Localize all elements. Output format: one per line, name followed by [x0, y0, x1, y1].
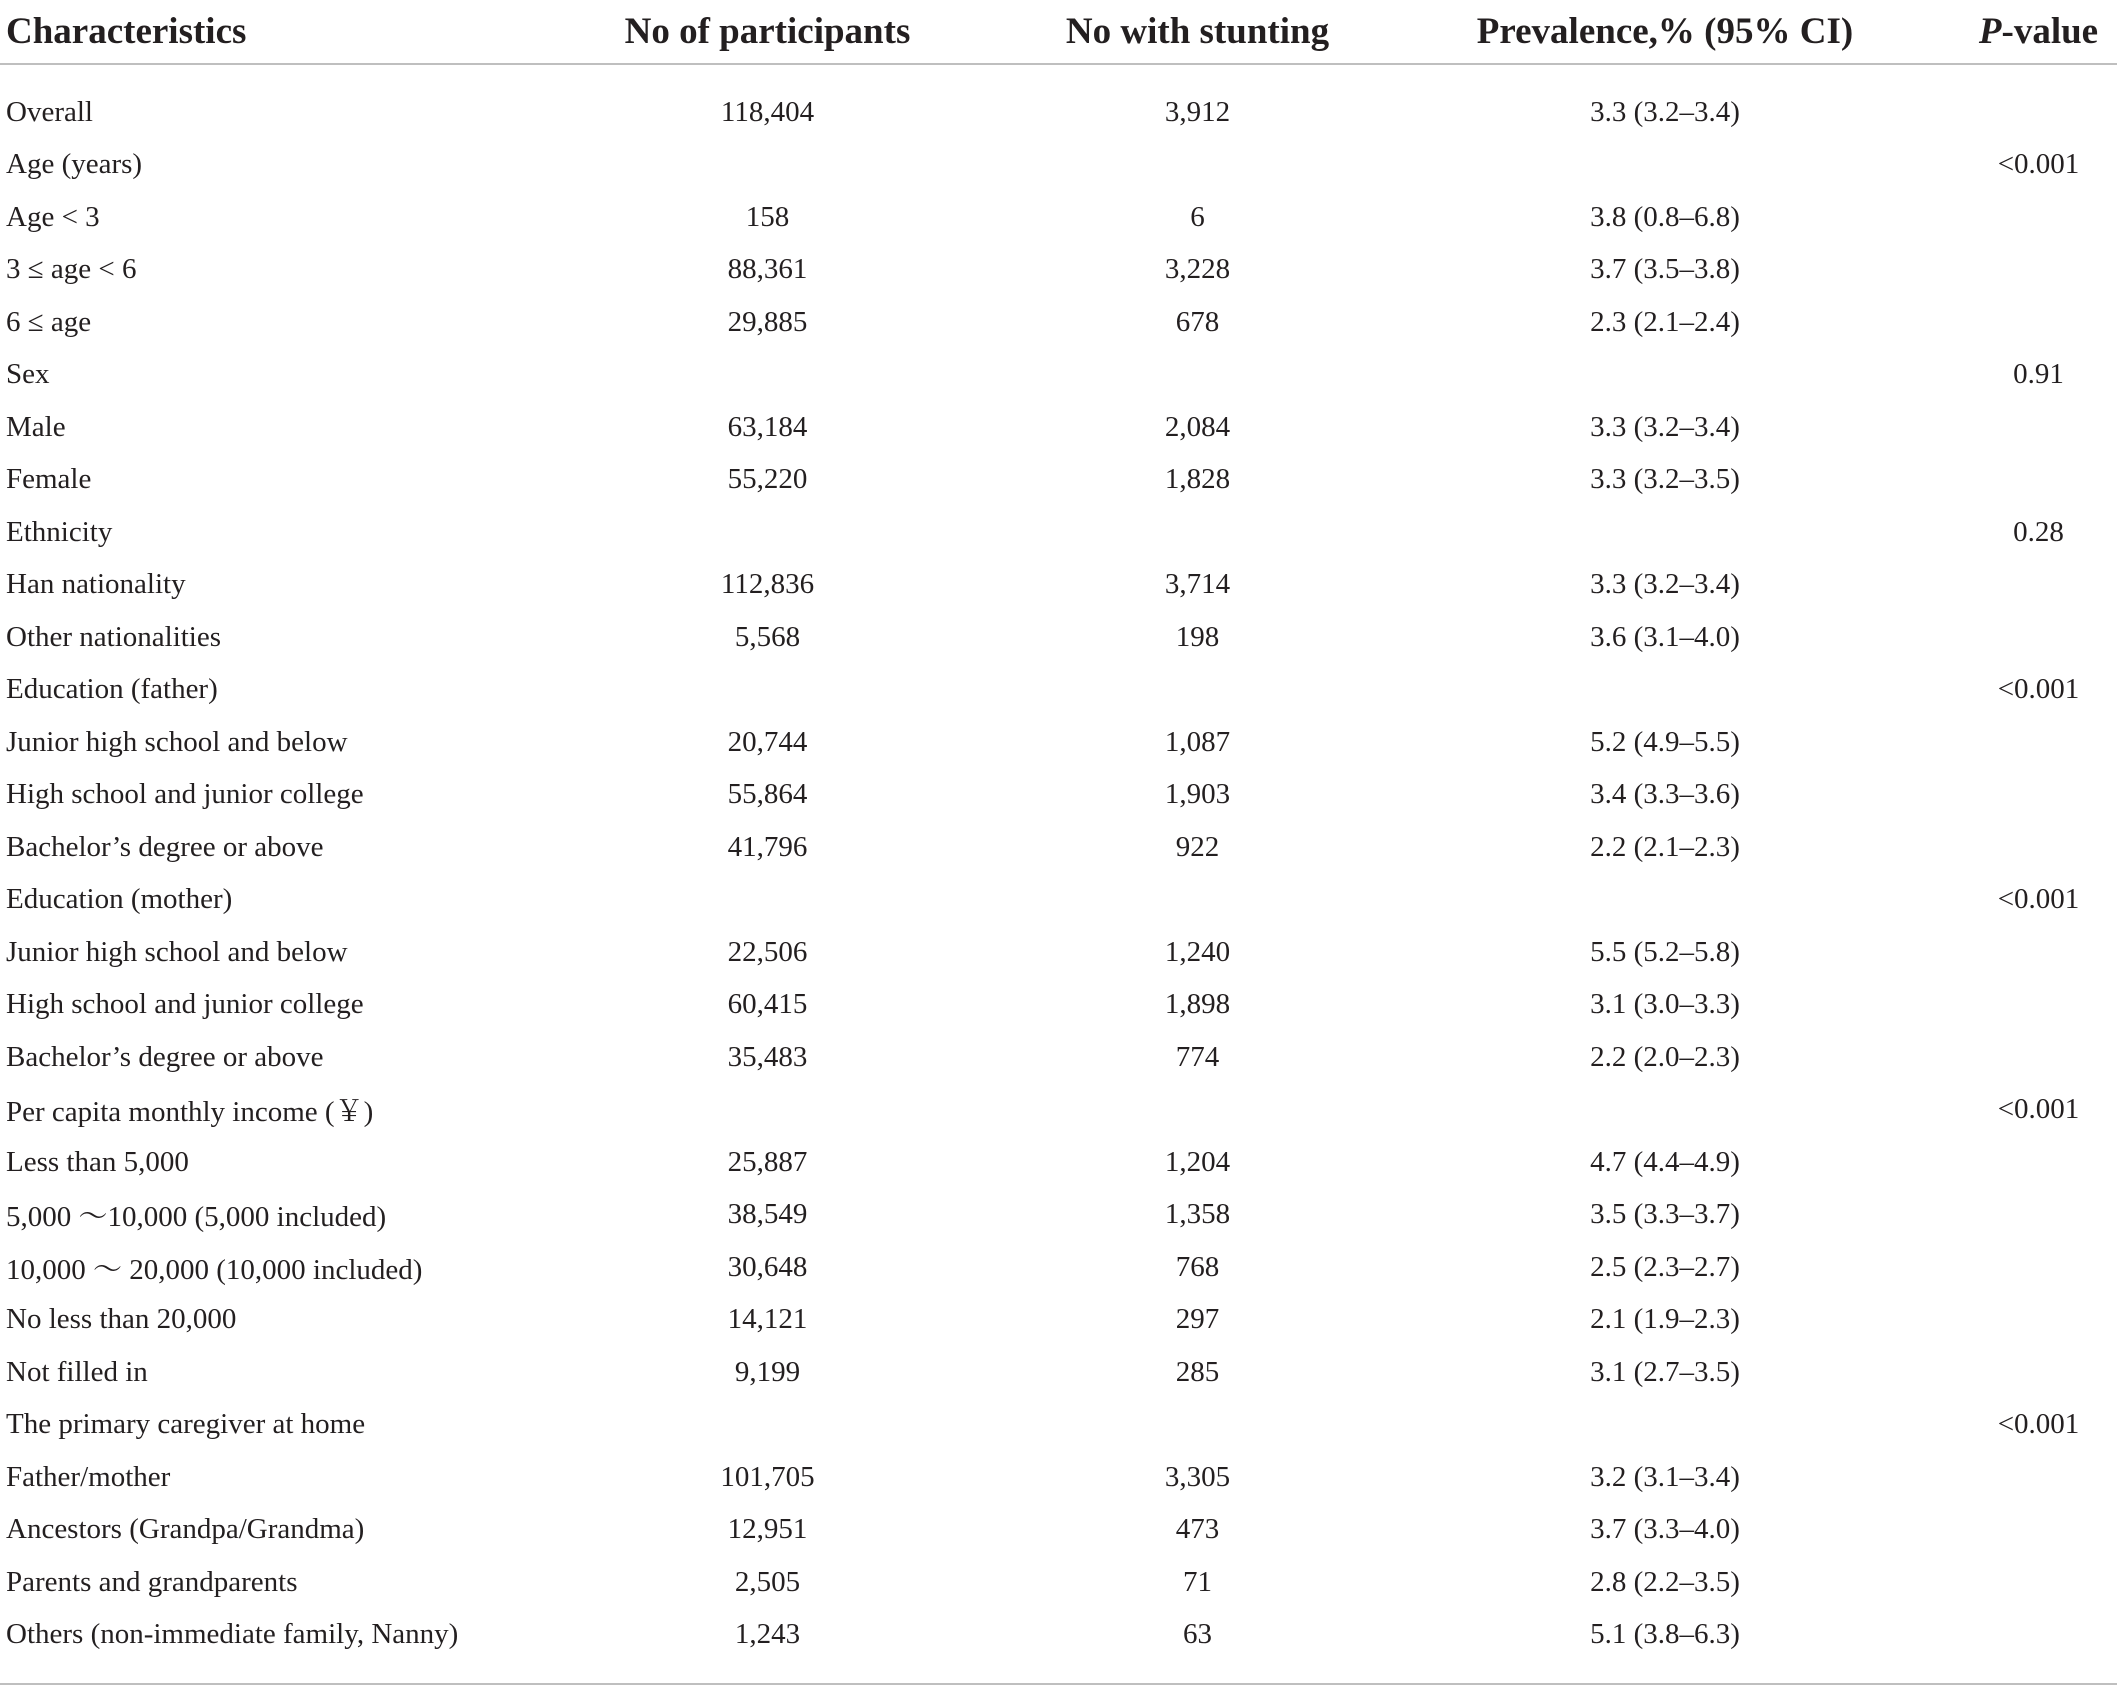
- cell-stunting: 2,084: [1164, 410, 1231, 443]
- cell-participants: 35,483: [727, 1040, 808, 1073]
- table-row: [0, 1084, 2117, 1137]
- cell-stunting: 1,828: [1164, 463, 1231, 496]
- cell-prevalence: 3.1 (2.7–3.5): [1590, 1355, 1740, 1388]
- cell-characteristic: Less than 5,000: [6, 1145, 189, 1178]
- cell-pvalue: 0.28: [2013, 515, 2064, 548]
- cell-participants: 12,951: [727, 1513, 808, 1546]
- cell-prevalence: 3.7 (3.3–4.0): [1590, 1513, 1740, 1546]
- cell-characteristic: The primary caregiver at home: [6, 1408, 366, 1441]
- cell-stunting: 297: [1175, 1303, 1220, 1336]
- table-row: [0, 611, 2117, 664]
- cell-participants: 1,243: [734, 1618, 801, 1651]
- cell-stunting: [995, 139, 1400, 192]
- cell-participants: 118,404: [720, 95, 815, 128]
- cell-stunting: [995, 506, 1400, 559]
- cell-characteristic: Ethnicity: [6, 515, 113, 548]
- header-participants: No of participants: [540, 0, 995, 64]
- cell-stunting: 1,903: [1164, 778, 1231, 811]
- cell-participants: [540, 1084, 995, 1137]
- cell-pvalue: [1930, 1609, 2117, 1662]
- cell-prevalence: 5.1 (3.8–6.3): [1590, 1618, 1740, 1651]
- header-pvalue-italic: P: [1978, 11, 2002, 52]
- table-row: [0, 664, 2117, 717]
- cell-prevalence: 2.3 (2.1–2.4): [1590, 305, 1740, 338]
- cell-participants: 2,505: [734, 1565, 801, 1598]
- header-pvalue: [1930, 0, 2117, 64]
- cell-pvalue: [1930, 454, 2117, 507]
- cell-participants: 60,415: [727, 988, 808, 1021]
- table-row: [0, 139, 2117, 192]
- cell-characteristic: 3 ≤ age < 6: [6, 253, 137, 286]
- cell-characteristic: High school and junior college: [6, 778, 364, 811]
- table-row: [0, 349, 2117, 402]
- cell-prevalence: [1400, 1399, 1930, 1452]
- header-prevalence: Prevalence,% (95% CI): [1400, 0, 1930, 64]
- cell-prevalence: [1400, 874, 1930, 927]
- cell-characteristic: Other nationalities: [6, 620, 222, 653]
- cell-stunting: 473: [1175, 1513, 1220, 1546]
- table-row: [0, 1399, 2117, 1452]
- cell-participants: [540, 506, 995, 559]
- header-row: [0, 0, 2117, 64]
- table-row: [0, 244, 2117, 297]
- cell-pvalue: [1930, 716, 2117, 769]
- cell-characteristic: Parents and grandparents: [6, 1565, 298, 1598]
- table-row: [0, 86, 2117, 139]
- cell-pvalue: [1930, 1504, 2117, 1557]
- cell-characteristic: Ancestors (Grandpa/Grandma): [6, 1513, 365, 1546]
- cell-stunting: 198: [1175, 620, 1220, 653]
- cell-characteristic: Overall: [6, 95, 93, 128]
- table-row: [0, 874, 2117, 927]
- table-row: [0, 1451, 2117, 1504]
- cell-participants: 55,864: [727, 778, 808, 811]
- table-row: [0, 769, 2117, 822]
- table-row: [0, 1189, 2117, 1242]
- table-row: [0, 1136, 2117, 1189]
- cell-characteristic: Age < 3: [6, 200, 100, 233]
- cell-pvalue: [1930, 1451, 2117, 1504]
- cell-stunting: 1,898: [1164, 988, 1231, 1021]
- cell-stunting: 678: [1175, 305, 1220, 338]
- table-row: [0, 506, 2117, 559]
- cell-prevalence: 3.8 (0.8–6.8): [1590, 200, 1740, 233]
- cell-pvalue: <0.001: [1997, 1093, 2080, 1126]
- header-stunting: No with stunting: [995, 0, 1400, 64]
- cell-participants: 5,568: [734, 620, 801, 653]
- cell-pvalue: [1930, 1241, 2117, 1294]
- cell-stunting: 3,228: [1164, 253, 1231, 286]
- cell-prevalence: 3.6 (3.1–4.0): [1590, 620, 1740, 653]
- cell-prevalence: 3.3 (3.2–3.5): [1590, 463, 1740, 496]
- cell-prevalence: 3.7 (3.5–3.8): [1590, 253, 1740, 286]
- cell-pvalue: [1930, 296, 2117, 349]
- cell-prevalence: 2.2 (2.1–2.3): [1590, 830, 1740, 863]
- cell-prevalence: [1400, 139, 1930, 192]
- cell-prevalence: 3.5 (3.3–3.7): [1590, 1198, 1740, 1231]
- table-row: [0, 821, 2117, 874]
- cell-prevalence: [1400, 506, 1930, 559]
- table-row: [0, 1504, 2117, 1557]
- cell-characteristic: Education (mother): [6, 883, 233, 916]
- cell-characteristic: 10,000 ～ 20,000 (10,000 included): [6, 1253, 423, 1286]
- cell-pvalue: [1930, 1189, 2117, 1242]
- cell-characteristic: Sex: [6, 358, 50, 391]
- table-row: [0, 559, 2117, 612]
- cell-prevalence: 5.5 (5.2–5.8): [1590, 935, 1740, 968]
- cell-participants: 41,796: [727, 830, 808, 863]
- cell-participants: 22,506: [727, 935, 808, 968]
- cell-participants: 88,361: [727, 253, 808, 286]
- cell-prevalence: 3.3 (3.2–3.4): [1590, 568, 1740, 601]
- cell-characteristic: Junior high school and below: [6, 725, 348, 758]
- cell-characteristic: Han nationality: [6, 568, 186, 601]
- cell-characteristic: Bachelor’s degree or above: [6, 830, 324, 863]
- header-pvalue-rest: -value: [2001, 11, 2099, 52]
- cell-pvalue: [1930, 926, 2117, 979]
- cell-pvalue: [1930, 244, 2117, 297]
- cell-stunting: 1,240: [1164, 935, 1231, 968]
- cell-pvalue: <0.001: [1997, 148, 2080, 181]
- cell-stunting: 768: [1175, 1250, 1220, 1283]
- cell-prevalence: 3.4 (3.3–3.6): [1590, 778, 1740, 811]
- cell-participants: 30,648: [727, 1250, 808, 1283]
- cell-prevalence: 3.2 (3.1–3.4): [1590, 1460, 1740, 1493]
- table-row: [0, 1346, 2117, 1399]
- table-row: [0, 454, 2117, 507]
- cell-prevalence: [1400, 1084, 1930, 1137]
- cell-participants: [540, 349, 995, 402]
- cell-participants: [540, 139, 995, 192]
- cell-characteristic: Per capita monthly income (￥): [6, 1096, 374, 1129]
- cell-participants: 158: [745, 200, 790, 233]
- table-body: [0, 64, 2117, 1684]
- cell-pvalue: <0.001: [1997, 1408, 2080, 1441]
- cell-prevalence: [1400, 349, 1930, 402]
- cell-participants: 55,220: [727, 463, 808, 496]
- table-row: [0, 716, 2117, 769]
- cell-participants: [540, 1399, 995, 1452]
- cell-prevalence: 2.8 (2.2–3.5): [1590, 1565, 1740, 1598]
- cell-prevalence: 2.2 (2.0–2.3): [1590, 1040, 1740, 1073]
- cell-characteristic: High school and junior college: [6, 988, 364, 1021]
- cell-prevalence: 4.7 (4.4–4.9): [1590, 1145, 1740, 1178]
- table-row: [0, 1294, 2117, 1347]
- table-row: [0, 1031, 2117, 1084]
- cell-pvalue: [1930, 769, 2117, 822]
- cell-stunting: 1,358: [1164, 1198, 1231, 1231]
- cell-characteristic: 6 ≤ age: [6, 305, 92, 338]
- table-row: [0, 1556, 2117, 1609]
- cell-participants: 9,199: [734, 1355, 801, 1388]
- table-header: [0, 0, 2117, 64]
- cell-characteristic: Junior high school and below: [6, 935, 348, 968]
- cell-characteristic: Male: [6, 410, 66, 443]
- cell-pvalue: [1930, 86, 2117, 139]
- cell-stunting: 6: [1190, 200, 1205, 233]
- cell-pvalue: [1930, 1031, 2117, 1084]
- cell-pvalue: 0.91: [2013, 358, 2064, 391]
- cell-pvalue: <0.001: [1997, 673, 2080, 706]
- cell-characteristic: Age (years): [6, 148, 143, 181]
- cell-stunting: 71: [1183, 1565, 1212, 1598]
- cell-participants: 20,744: [727, 725, 808, 758]
- cell-pvalue: [1930, 611, 2117, 664]
- cell-stunting: 1,204: [1164, 1145, 1231, 1178]
- cell-characteristic: Father/mother: [6, 1460, 171, 1493]
- table-row: [0, 401, 2117, 454]
- cell-pvalue: [1930, 1136, 2117, 1189]
- cell-prevalence: 2.5 (2.3–2.7): [1590, 1250, 1740, 1283]
- table-row: [0, 191, 2117, 244]
- cell-characteristic: Others (non-immediate family, Nanny): [6, 1618, 459, 1651]
- cell-prevalence: 2.1 (1.9–2.3): [1590, 1303, 1740, 1336]
- cell-participants: [540, 874, 995, 927]
- table-row: [0, 296, 2117, 349]
- cell-stunting: 1,087: [1164, 725, 1231, 758]
- cell-participants: 25,887: [727, 1145, 808, 1178]
- cell-stunting: [995, 1084, 1400, 1137]
- cell-prevalence: 3.1 (3.0–3.3): [1590, 988, 1740, 1021]
- cell-stunting: 3,305: [1164, 1460, 1231, 1493]
- cell-stunting: 3,714: [1164, 568, 1231, 601]
- cell-pvalue: [1930, 401, 2117, 454]
- cell-stunting: 63: [1183, 1618, 1212, 1651]
- table-row: [0, 926, 2117, 979]
- cell-prevalence: [1400, 664, 1930, 717]
- cell-stunting: [995, 664, 1400, 717]
- header-characteristics: Characteristics: [0, 0, 540, 64]
- cell-characteristic: Female: [6, 463, 92, 496]
- cell-stunting: 3,912: [1164, 95, 1231, 128]
- cell-pvalue: [1930, 1294, 2117, 1347]
- cell-pvalue: <0.001: [1997, 883, 2080, 916]
- table-row: [0, 1241, 2117, 1294]
- cell-participants: 14,121: [727, 1303, 808, 1336]
- cell-pvalue: [1930, 979, 2117, 1032]
- cell-stunting: [995, 874, 1400, 927]
- cell-characteristic: Not filled in: [6, 1355, 148, 1388]
- cell-stunting: [995, 1399, 1400, 1452]
- top-spacer: [0, 64, 2117, 86]
- table-row: [0, 1609, 2117, 1662]
- cell-participants: 38,549: [727, 1198, 808, 1231]
- cell-stunting: 774: [1175, 1040, 1220, 1073]
- cell-stunting: 922: [1175, 830, 1220, 863]
- cell-prevalence: 3.3 (3.2–3.4): [1590, 95, 1740, 128]
- table-row: [0, 979, 2117, 1032]
- cell-characteristic: No less than 20,000: [6, 1303, 237, 1336]
- cell-pvalue: [1930, 1556, 2117, 1609]
- cell-pvalue: [1930, 1346, 2117, 1399]
- cell-prevalence: 5.2 (4.9–5.5): [1590, 725, 1740, 758]
- cell-participants: 101,705: [720, 1460, 815, 1493]
- cell-participants: 63,184: [727, 410, 808, 443]
- cell-prevalence: 3.3 (3.2–3.4): [1590, 410, 1740, 443]
- cell-characteristic: Education (father): [6, 673, 218, 706]
- cell-participants: 112,836: [720, 568, 815, 601]
- cell-pvalue: [1930, 559, 2117, 612]
- cell-characteristic: Bachelor’s degree or above: [6, 1040, 324, 1073]
- cell-pvalue: [1930, 191, 2117, 244]
- cell-characteristic: 5,000 ～10,000 (5,000 included): [6, 1201, 387, 1234]
- cell-stunting: 285: [1175, 1355, 1220, 1388]
- cell-participants: 29,885: [727, 305, 808, 338]
- cell-participants: [540, 664, 995, 717]
- cell-stunting: [995, 349, 1400, 402]
- cell-pvalue: [1930, 821, 2117, 874]
